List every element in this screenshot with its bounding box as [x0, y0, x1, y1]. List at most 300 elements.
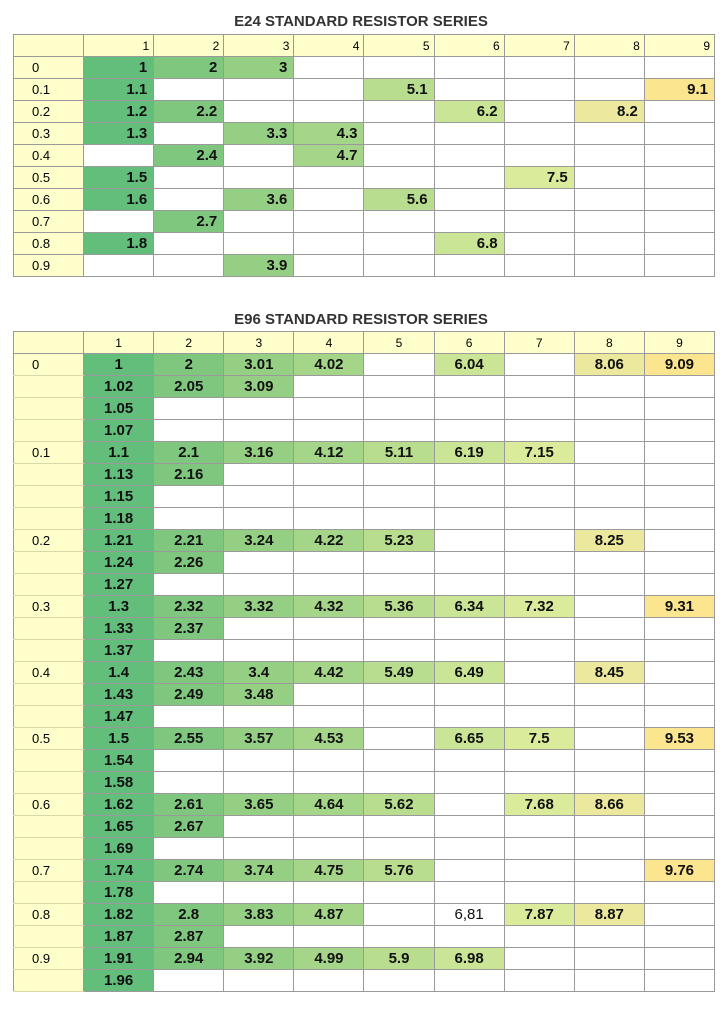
e24-value-cell: [644, 145, 714, 167]
e24-row-label: 0.1: [14, 79, 84, 101]
e24-row: [14, 167, 715, 189]
e24-value-cell: [154, 123, 224, 145]
e96-value-cell: [574, 926, 644, 948]
e24-value-cell: [224, 167, 294, 189]
e24-title: E24 STANDARD RESISTOR SERIES: [234, 13, 488, 30]
e24-value-cell: [224, 211, 294, 233]
e96-row: [14, 948, 715, 970]
e96-value-cell: 1.13: [84, 464, 154, 486]
e96-value-cell: [294, 816, 364, 838]
e96-value-cell: 1.4: [84, 662, 154, 684]
e96-row-label: [14, 376, 84, 398]
e96-value-cell: 1.54: [84, 750, 154, 772]
e96-value-cell: [154, 640, 224, 662]
e96-row: [14, 596, 715, 618]
e96-value-cell: [224, 486, 294, 508]
e24-value-cell: [154, 167, 224, 189]
e96-value-cell: [574, 442, 644, 464]
e96-value-cell: 3.16: [224, 442, 294, 464]
e24-value-cell: 1.1: [84, 79, 154, 101]
e24-value-cell: 2: [154, 57, 224, 79]
e96-row-label: [14, 970, 84, 992]
e96-value-cell: [294, 706, 364, 728]
e96-value-cell: [644, 904, 714, 926]
e24-value-cell: [434, 211, 504, 233]
e24-value-cell: [434, 57, 504, 79]
e24-row-label: 0.6: [14, 189, 84, 211]
e96-row: [14, 486, 715, 508]
e96-value-cell: [294, 376, 364, 398]
e96-value-cell: 2.26: [154, 552, 224, 574]
e96-row-label: [14, 750, 84, 772]
e24-col-header: 4: [294, 35, 364, 57]
e96-row: [14, 772, 715, 794]
e96-value-cell: [154, 398, 224, 420]
e96-value-cell: [644, 948, 714, 970]
e96-row-label: [14, 420, 84, 442]
e96-value-cell: 2.49: [154, 684, 224, 706]
e96-row-label: [14, 640, 84, 662]
e96-value-cell: [364, 398, 434, 420]
e96-row: [14, 794, 715, 816]
e24-value-cell: [364, 101, 434, 123]
e96-row-label: [14, 926, 84, 948]
e96-value-cell: 1.37: [84, 640, 154, 662]
e24-value-cell: [644, 255, 714, 277]
e24-value-cell: 3.6: [224, 189, 294, 211]
e96-value-cell: 3.74: [224, 860, 294, 882]
e96-row: [14, 860, 715, 882]
e96-value-cell: [574, 706, 644, 728]
e24-col-header: 8: [574, 35, 644, 57]
e96-value-cell: 6.04: [434, 354, 504, 376]
e96-row: [14, 398, 715, 420]
e24-value-cell: [504, 145, 574, 167]
e96-value-cell: [364, 728, 434, 750]
e96-value-cell: [504, 398, 574, 420]
e96-row-label: 0: [14, 354, 84, 376]
e24-value-cell: [574, 189, 644, 211]
e96-value-cell: 5.9: [364, 948, 434, 970]
e96-value-cell: [224, 552, 294, 574]
e24-value-cell: [154, 79, 224, 101]
e96-value-cell: [224, 838, 294, 860]
e24-col-header: 1: [84, 35, 154, 57]
e96-value-cell: 9.53: [644, 728, 714, 750]
e96-value-cell: [434, 772, 504, 794]
e96-value-cell: 4.02: [294, 354, 364, 376]
e24-row: [14, 57, 715, 79]
e24-value-cell: [364, 123, 434, 145]
e96-value-cell: [574, 420, 644, 442]
e24-value-cell: [644, 101, 714, 123]
e96-value-cell: 2.32: [154, 596, 224, 618]
e24-value-cell: [84, 211, 154, 233]
e96-value-cell: [294, 640, 364, 662]
e96-value-cell: 1.43: [84, 684, 154, 706]
e96-value-cell: 1.05: [84, 398, 154, 420]
e96-value-cell: 4.99: [294, 948, 364, 970]
e96-row: [14, 552, 715, 574]
e96-value-cell: [574, 948, 644, 970]
e96-value-cell: [294, 750, 364, 772]
e96-value-cell: [434, 376, 504, 398]
e24-row-label: 0.4: [14, 145, 84, 167]
e96-row: [14, 684, 715, 706]
e96-value-cell: [224, 618, 294, 640]
e24-value-cell: [644, 189, 714, 211]
e96-row: [14, 420, 715, 442]
e24-value-cell: 7.5: [504, 167, 574, 189]
e96-value-cell: 1.62: [84, 794, 154, 816]
e96-value-cell: [644, 882, 714, 904]
e96-value-cell: [644, 376, 714, 398]
e24-value-cell: 5.6: [364, 189, 434, 211]
e96-value-cell: [364, 354, 434, 376]
e96-value-cell: [154, 420, 224, 442]
e24-row-label: 0.8: [14, 233, 84, 255]
e96-value-cell: [154, 882, 224, 904]
e24-value-cell: [364, 233, 434, 255]
e96-value-cell: 1.07: [84, 420, 154, 442]
e96-value-cell: [434, 508, 504, 530]
e96-value-cell: 8.45: [574, 662, 644, 684]
e24-value-cell: [574, 57, 644, 79]
e96-value-cell: [434, 970, 504, 992]
e96-value-cell: [574, 640, 644, 662]
e96-row-label: [14, 464, 84, 486]
e96-col-header: 3: [224, 332, 294, 354]
e96-value-cell: 1.18: [84, 508, 154, 530]
e96-value-cell: [644, 926, 714, 948]
e24-header-row: [14, 35, 715, 57]
e96-value-cell: [644, 574, 714, 596]
e96-value-cell: 1.74: [84, 860, 154, 882]
e96-row: [14, 354, 715, 376]
e96-col-header: 5: [364, 332, 434, 354]
e96-value-cell: [154, 508, 224, 530]
e24-row: [14, 123, 715, 145]
e96-value-cell: 1.82: [84, 904, 154, 926]
e96-row-label: [14, 838, 84, 860]
e24-value-cell: [434, 145, 504, 167]
e24-col-header: 2: [154, 35, 224, 57]
e96-value-cell: [434, 838, 504, 860]
e96-row: [14, 706, 715, 728]
e96-row: [14, 750, 715, 772]
e96-value-cell: 5.11: [364, 442, 434, 464]
e24-value-cell: [364, 57, 434, 79]
e24-col-header: 5: [364, 35, 434, 57]
e96-value-cell: [644, 816, 714, 838]
e96-value-cell: [224, 398, 294, 420]
e96-value-cell: 1.69: [84, 838, 154, 860]
e96-value-cell: [644, 706, 714, 728]
e24-value-cell: [644, 233, 714, 255]
e96-value-cell: [644, 838, 714, 860]
e96-value-cell: [504, 948, 574, 970]
e96-value-cell: 2.43: [154, 662, 224, 684]
e96-value-cell: 4.75: [294, 860, 364, 882]
e96-value-cell: [154, 486, 224, 508]
e96-value-cell: 7.87: [504, 904, 574, 926]
e96-value-cell: 3.32: [224, 596, 294, 618]
e96-value-cell: [504, 574, 574, 596]
e96-value-cell: [364, 684, 434, 706]
e96-value-cell: 5.23: [364, 530, 434, 552]
e96-value-cell: 8.06: [574, 354, 644, 376]
e96-value-cell: [574, 970, 644, 992]
e96-value-cell: 7.5: [504, 728, 574, 750]
e96-value-cell: [504, 860, 574, 882]
e96-row-label: [14, 398, 84, 420]
e96-value-cell: 1.24: [84, 552, 154, 574]
e96-value-cell: 3.65: [224, 794, 294, 816]
e96-value-cell: [294, 772, 364, 794]
e96-value-cell: [644, 530, 714, 552]
e96-value-cell: [504, 838, 574, 860]
e24-table: [13, 34, 715, 277]
e96-value-cell: [364, 904, 434, 926]
e96-value-cell: [294, 398, 364, 420]
e96-value-cell: [504, 508, 574, 530]
e96-value-cell: 1.87: [84, 926, 154, 948]
e96-value-cell: 3.83: [224, 904, 294, 926]
e96-value-cell: [434, 420, 504, 442]
e96-value-cell: [434, 926, 504, 948]
e96-value-cell: [434, 486, 504, 508]
e24-value-cell: 2.4: [154, 145, 224, 167]
e96-value-cell: [294, 970, 364, 992]
e24-value-cell: [434, 167, 504, 189]
e96-value-cell: [644, 552, 714, 574]
e96-value-cell: [294, 574, 364, 596]
e96-value-cell: [224, 970, 294, 992]
e96-value-cell: [434, 640, 504, 662]
e96-value-cell: [154, 750, 224, 772]
e24-col-header: 9: [644, 35, 714, 57]
e96-row-label: 0.3: [14, 596, 84, 618]
e96-value-cell: [644, 772, 714, 794]
e24-value-cell: 8.2: [574, 101, 644, 123]
e96-value-cell: 3.4: [224, 662, 294, 684]
e96-value-cell: 2.87: [154, 926, 224, 948]
e96-value-cell: 2.55: [154, 728, 224, 750]
e96-value-cell: [364, 750, 434, 772]
e96-row: [14, 882, 715, 904]
e96-row: [14, 904, 715, 926]
e24-row-label: 0.2: [14, 101, 84, 123]
e96-value-cell: 9.76: [644, 860, 714, 882]
e96-value-cell: [644, 970, 714, 992]
e96-value-cell: 1.47: [84, 706, 154, 728]
e96-value-cell: [364, 926, 434, 948]
e24-value-cell: [224, 79, 294, 101]
e24-value-cell: [504, 79, 574, 101]
e96-value-cell: [224, 750, 294, 772]
e96-row: [14, 508, 715, 530]
e96-value-cell: [504, 882, 574, 904]
e24-row: [14, 233, 715, 255]
e96-row-label: 0.9: [14, 948, 84, 970]
e96-value-cell: 3.48: [224, 684, 294, 706]
e96-value-cell: 4.42: [294, 662, 364, 684]
e24-value-cell: [84, 255, 154, 277]
e24-value-cell: [574, 123, 644, 145]
e96-value-cell: 2.61: [154, 794, 224, 816]
e96-value-cell: [504, 618, 574, 640]
e96-row-label: [14, 772, 84, 794]
e96-value-cell: [644, 750, 714, 772]
e96-row-label: [14, 618, 84, 640]
e96-value-cell: [364, 464, 434, 486]
e24-value-cell: 6.2: [434, 101, 504, 123]
e24-row: [14, 255, 715, 277]
e96-value-cell: 4.87: [294, 904, 364, 926]
e96-value-cell: [574, 684, 644, 706]
e24-value-cell: [504, 101, 574, 123]
e96-value-cell: 2: [154, 354, 224, 376]
e96-value-cell: 6.65: [434, 728, 504, 750]
e96-value-cell: [364, 772, 434, 794]
e96-row: [14, 926, 715, 948]
e96-value-cell: 5.36: [364, 596, 434, 618]
e96-value-cell: [574, 508, 644, 530]
e96-value-cell: [504, 464, 574, 486]
e24-value-cell: [224, 145, 294, 167]
e96-value-cell: [574, 882, 644, 904]
e96-row-label: 0.7: [14, 860, 84, 882]
e96-value-cell: 8.25: [574, 530, 644, 552]
e96-value-cell: 3.92: [224, 948, 294, 970]
e96-value-cell: [364, 706, 434, 728]
e24-value-cell: 3.9: [224, 255, 294, 277]
e96-value-cell: [574, 838, 644, 860]
e24-value-cell: [294, 79, 364, 101]
e96-row-label: 0.8: [14, 904, 84, 926]
e96-value-cell: [574, 772, 644, 794]
e24-value-cell: 2.7: [154, 211, 224, 233]
e96-value-cell: [294, 420, 364, 442]
e96-value-cell: [224, 420, 294, 442]
e96-value-cell: [364, 420, 434, 442]
e96-value-cell: [574, 398, 644, 420]
e96-row-label: [14, 552, 84, 574]
e96-value-cell: [364, 816, 434, 838]
e24-value-cell: 4.3: [294, 123, 364, 145]
e96-value-cell: [224, 574, 294, 596]
e96-corner-cell: [14, 332, 84, 354]
e24-value-cell: [154, 233, 224, 255]
e24-value-cell: [504, 57, 574, 79]
e96-value-cell: [434, 750, 504, 772]
e96-value-cell: [574, 618, 644, 640]
e96-value-cell: 6.98: [434, 948, 504, 970]
e96-row-label: [14, 882, 84, 904]
e96-value-cell: [224, 640, 294, 662]
e96-value-cell: [434, 860, 504, 882]
e24-value-cell: 9.1: [644, 79, 714, 101]
e96-value-cell: [504, 816, 574, 838]
e96-value-cell: [434, 398, 504, 420]
e96-value-cell: 4.12: [294, 442, 364, 464]
e96-value-cell: [294, 552, 364, 574]
e24-value-cell: [644, 167, 714, 189]
e96-value-cell: 4.64: [294, 794, 364, 816]
e24-value-cell: 1.8: [84, 233, 154, 255]
e24-value-cell: 1.5: [84, 167, 154, 189]
e96-value-cell: [504, 640, 574, 662]
e24-value-cell: 1.6: [84, 189, 154, 211]
e96-value-cell: 1.96: [84, 970, 154, 992]
e96-value-cell: [224, 508, 294, 530]
e24-value-cell: [294, 167, 364, 189]
e96-value-cell: [644, 464, 714, 486]
e96-value-cell: 4.32: [294, 596, 364, 618]
e24-value-cell: [294, 101, 364, 123]
e96-value-cell: 6,81: [434, 904, 504, 926]
e96-value-cell: 2.21: [154, 530, 224, 552]
e24-value-cell: [294, 233, 364, 255]
e24-value-cell: [434, 189, 504, 211]
e96-value-cell: 2.05: [154, 376, 224, 398]
e24-value-cell: [574, 211, 644, 233]
e96-value-cell: 1.78: [84, 882, 154, 904]
e96-value-cell: [434, 794, 504, 816]
e96-value-cell: 2.1: [154, 442, 224, 464]
e96-value-cell: [154, 706, 224, 728]
e96-value-cell: [364, 882, 434, 904]
e96-value-cell: [154, 772, 224, 794]
e96-col-header: 1: [84, 332, 154, 354]
e96-value-cell: [504, 530, 574, 552]
e96-value-cell: 1.58: [84, 772, 154, 794]
e96-value-cell: [434, 530, 504, 552]
e96-value-cell: 5.49: [364, 662, 434, 684]
e24-value-cell: 6.8: [434, 233, 504, 255]
e96-row-label: 0.4: [14, 662, 84, 684]
e24-row-label: 0.3: [14, 123, 84, 145]
e96-row-label: 0.1: [14, 442, 84, 464]
e24-col-header: 3: [224, 35, 294, 57]
e96-value-cell: [504, 926, 574, 948]
e24-value-cell: 1.3: [84, 123, 154, 145]
e24-value-cell: [434, 123, 504, 145]
e24-value-cell: [574, 255, 644, 277]
e96-value-cell: 3.01: [224, 354, 294, 376]
e24-value-cell: [294, 211, 364, 233]
e24-value-cell: [644, 123, 714, 145]
e96-value-cell: [504, 376, 574, 398]
e96-value-cell: 6.49: [434, 662, 504, 684]
e96-value-cell: [574, 486, 644, 508]
e96-row: [14, 640, 715, 662]
e24-row: [14, 79, 715, 101]
e24-value-cell: [294, 189, 364, 211]
e96-value-cell: [154, 574, 224, 596]
e96-value-cell: [644, 398, 714, 420]
e96-col-header: 4: [294, 332, 364, 354]
e24-value-cell: [504, 233, 574, 255]
e96-value-cell: [434, 574, 504, 596]
e96-value-cell: [224, 816, 294, 838]
e96-value-cell: [364, 552, 434, 574]
e96-value-cell: [504, 750, 574, 772]
e24-value-cell: [364, 255, 434, 277]
e96-col-header: 8: [574, 332, 644, 354]
e24-value-cell: 4.7: [294, 145, 364, 167]
e96-value-cell: [644, 486, 714, 508]
